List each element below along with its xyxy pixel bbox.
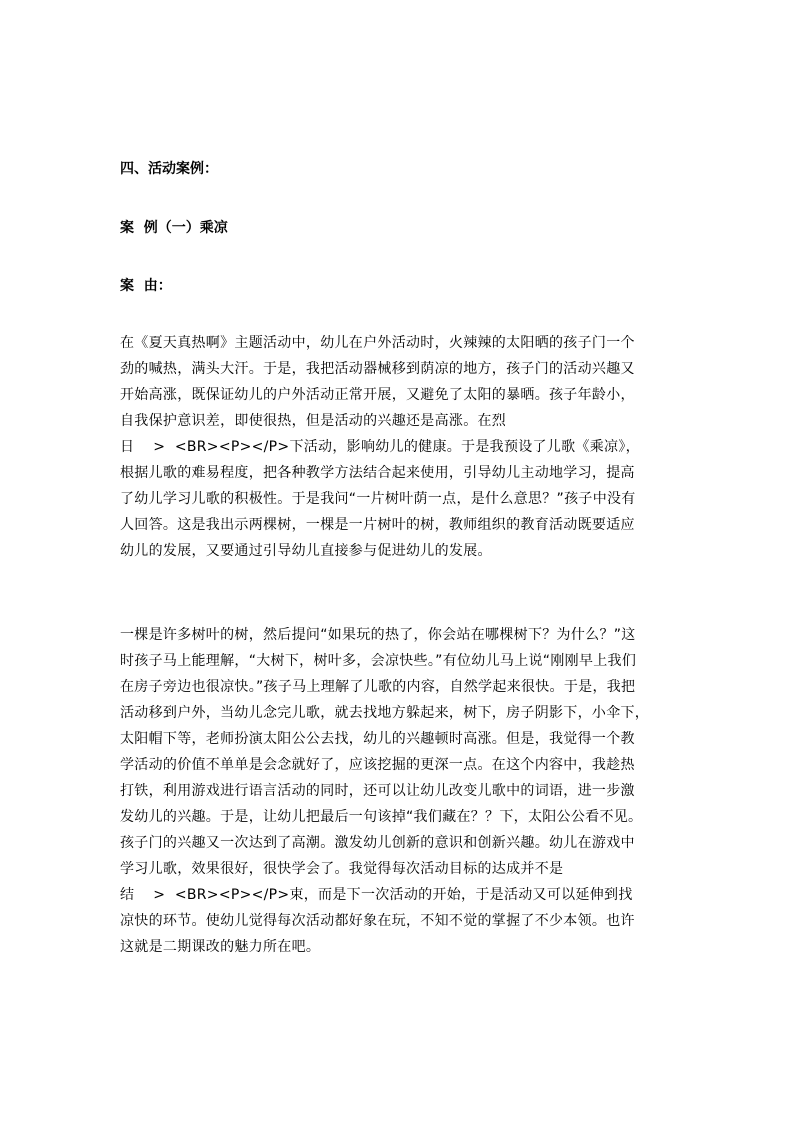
- paragraph-1-line: 日 > <BR><P></P>下活动，影响幼儿的健康。于是我预设了儿歌《乘凉》，: [120, 439, 640, 455]
- paragraph-2-line: 凉快的环节。使幼儿觉得每次活动都好象在玩，不知不觉的掌握了不少本领。也许: [120, 913, 635, 929]
- case-reason-label: 案 由：: [120, 278, 172, 294]
- paragraph-2-line: 学习儿歌，效果很好，很快学会了。我觉得每次活动目标的达成并不是: [120, 861, 564, 877]
- section-heading: 四、活动案例：: [120, 161, 218, 177]
- paragraph-1-line: 开始高涨，既保证幼儿的户外活动正常开展，又避免了太阳的暴晒。孩子年龄小，: [120, 387, 635, 403]
- paragraph-2-line: 时孩子马上能理解，“大树下，树叶多，会凉快些。”有位幼儿马上说“刚刚早上我们: [120, 653, 637, 669]
- paragraph-1: [120, 330, 680, 564]
- paragraph-2-line: 太阳帽下等，老师扮演太阳公公去找，幼儿的兴趣顿时高涨。但是，我觉得一个教: [120, 731, 635, 747]
- paragraph-1-line: 劲的喊热，满头大汗。于是，我把活动器械移到荫凉的地方，孩子门的活动兴趣又: [120, 361, 635, 377]
- paragraph-2-line: 发幼儿的兴趣。于是，让幼儿把最后一句该掉“我们藏在？？下，太阳公公看不见。: [120, 809, 643, 825]
- paragraph-2-line: 孩子门的兴趣又一次达到了高潮。激发幼儿创新的意识和创新兴趣。幼儿在游戏中: [120, 835, 635, 851]
- paragraph-1-line: 幼儿的发展，又要通过引导幼儿直接参与促进幼儿的发展。: [120, 543, 492, 559]
- case-title: 案 例（一）乘凉: [120, 220, 228, 236]
- paragraph-2-line: 一棵是许多树叶的树，然后提问“如果玩的热了，你会站在哪棵树下？为什么？”这: [120, 627, 636, 643]
- paragraph-2-line: 学活动的价值不单单是会念就好了，应该挖掘的更深一点。在这个内容中，我趁热: [120, 757, 635, 773]
- paragraph-2-line: 打铁，利用游戏进行语言活动的同时，还可以让幼儿改变儿歌中的词语，进一步激: [120, 783, 635, 799]
- paragraph-2-line: 这就是二期课改的魅力所在吧。: [120, 939, 321, 955]
- paragraph-1-line: 在《夏天真热啊》主题活动中，幼儿在户外活动时，火辣辣的太阳晒的孩子门一个: [120, 335, 635, 351]
- paragraph-2-line: 在房子旁边也很凉快。”孩子马上理解了儿歌的内容，自然学起来很快。于是，我把: [120, 679, 636, 695]
- paragraph-2-line: 活动移到户外，当幼儿念完儿歌，就去找地方躲起来，树下，房子阴影下，小伞下，: [120, 705, 650, 721]
- paragraph-1-line: 了幼儿学习儿歌的积极性。于是我问“一片树叶荫一点，是什么意思？”孩子中没有: [120, 491, 636, 507]
- paragraph-1-line: 根据儿歌的难易程度，把各种教学方法结合起来使用，引导幼儿主动地学习，提高: [120, 465, 635, 481]
- paragraph-2: [120, 622, 680, 960]
- paragraph-1-line: 自我保护意识差，即使很热，但是活动的兴趣还是高涨。在烈: [120, 413, 507, 429]
- paragraph-2-line: 结 > <BR><P></P>束，而是下一次活动的开始，于是活动又可以延伸到找: [120, 887, 633, 903]
- paragraph-1-line: 人回答。这是我出示两棵树，一棵是一片树叶的树，教师组织的教育活动既要适应: [120, 517, 635, 533]
